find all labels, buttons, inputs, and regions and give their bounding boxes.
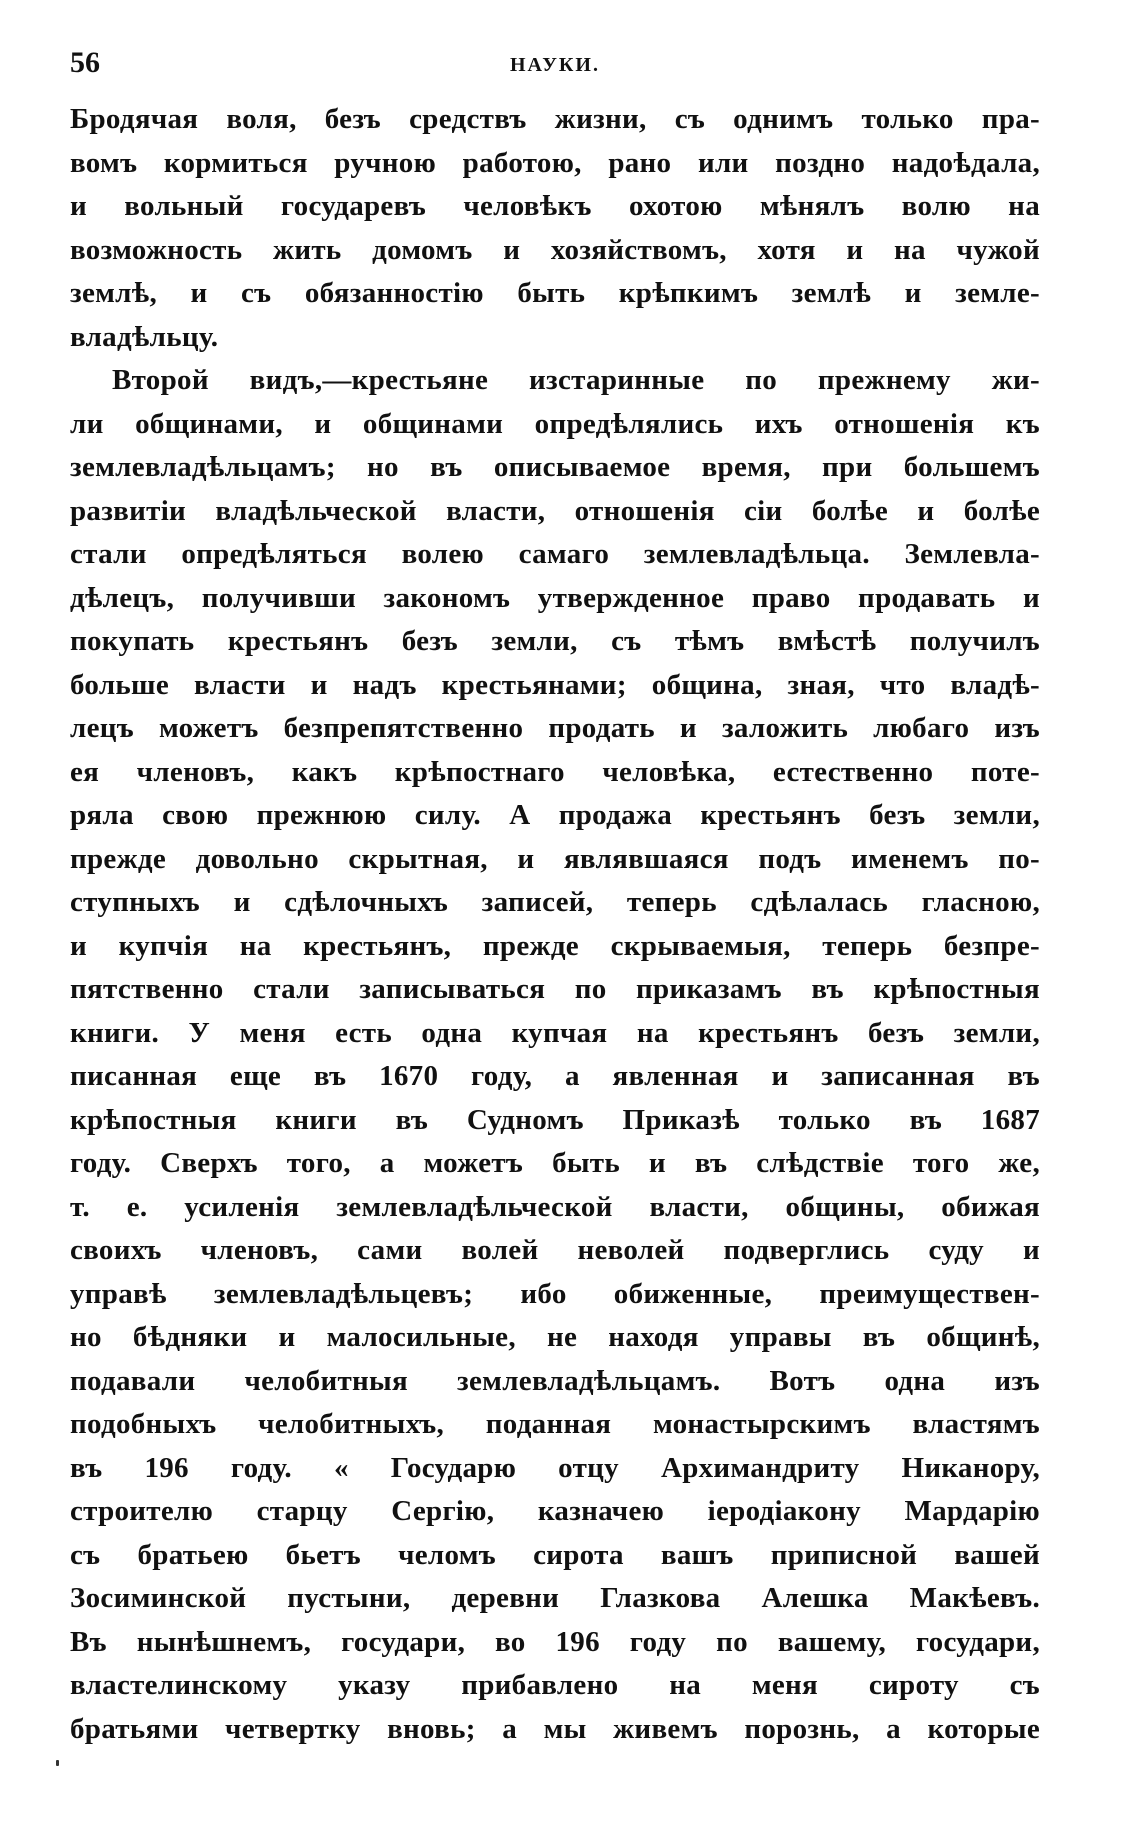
text-line: властелинскому указу прибавлено на меня сироту съ: [70, 1669, 1040, 1701]
text-line: Бродячая воля, безъ средствъ жизни, съ однимъ только пра-: [70, 103, 1040, 135]
text-line: подавали челобитныя землевладѣльцамъ. Вотъ одна изъ: [70, 1364, 1040, 1397]
text-line: стали опредѣляться волею самаго землевладѣльца. Землевла-: [70, 538, 1040, 570]
text-line: лецъ можетъ безпрепятственно продать и заложить любаго изъ: [70, 712, 1040, 744]
text-line: землевладѣльцамъ; но въ описываемое время, при большемъ: [70, 451, 1040, 483]
text-line: прежде довольно скрытная, и являвшаяся подъ именемъ по-: [70, 842, 1040, 875]
page-header: [70, 46, 1040, 92]
text-line: ли общинами, и общинами опредѣлялись ихъ отношенія къ: [70, 407, 1040, 440]
running-head: НАУКИ.: [510, 54, 600, 76]
page-number: 56: [70, 46, 100, 79]
text-line: дѣлецъ, получивши закономъ утвержденное право продавать и: [70, 581, 1040, 614]
text-line: подобныхъ челобитныхъ, поданная монастырскимъ властямъ: [70, 1408, 1040, 1440]
text-line: но бѣдняки и малосильные, не находя управы въ общинѣ,: [70, 1321, 1040, 1353]
text-line: съ братьею бьетъ челомъ сирота вашъ приписной вашей: [70, 1538, 1040, 1571]
text-line: вомъ кормиться ручною работою, рано или поздно надоѣдала,: [70, 146, 1040, 179]
print-speck: [56, 1760, 59, 1766]
text-line: владѣльцу.: [70, 320, 219, 353]
text-line: покупать крестьянъ безъ земли, съ тѣмъ вмѣстѣ получилъ: [70, 625, 1040, 657]
text-line: братьями четвертку вновь; а мы живемъ порознь, а которые: [70, 1712, 1040, 1745]
text-line: ряла свою прежнюю силу. А продажа крестьянъ безъ земли,: [70, 799, 1040, 831]
text-line: пятственно стали записываться по приказамъ въ крѣпостныя: [70, 973, 1040, 1005]
text-line: т. е. усиленія землевладѣльческой власти, общины, обижая: [70, 1190, 1040, 1223]
text-line: землѣ, и съ обязанностію быть крѣпкимъ землѣ и земле-: [70, 277, 1040, 309]
text-line: больше власти и надъ крестьянами; община, зная, что владѣ-: [70, 668, 1040, 701]
text-line: писанная еще въ 1670 году, а явленная и записанная въ: [70, 1060, 1040, 1092]
text-line: своихъ членовъ, сами волей неволей подверглись суду и: [70, 1234, 1040, 1266]
text-line: строителю старцу Сергію, казначею іеродіакону Мардарію: [70, 1495, 1040, 1527]
text-line: управѣ землевладѣльцевъ; ибо обиженные, преимуществен-: [70, 1277, 1040, 1310]
text-line: ступныхъ и сдѣлочныхъ записей, теперь сдѣлалась гласною,: [70, 886, 1040, 918]
text-line: Въ нынѣшнемъ, государи, во 196 году по вашему, государи,: [70, 1625, 1040, 1658]
text-line: ея членовъ, какъ крѣпостнаго человѣка, естественно поте-: [70, 755, 1040, 788]
text-line: въ 196 году. « Государю отцу Архимандриту Никанору,: [70, 1451, 1040, 1484]
text-line: книги. У меня есть одна купчая на крестьянъ безъ земли,: [70, 1016, 1040, 1049]
text-line: и вольный государевъ человѣкъ охотою мѣнялъ волю на: [70, 190, 1040, 222]
text-line: году. Сверхъ того, а можетъ быть и въ слѣдствіе того же,: [70, 1147, 1040, 1179]
text-line: развитіи владѣльческой власти, отношенія сіи болѣе и болѣе: [70, 494, 1040, 527]
body-text: [70, 98, 1040, 1751]
text-line: крѣпостныя книги въ Судномъ Приказѣ только въ 1687: [70, 1103, 1040, 1136]
text-line: и купчія на крестьянъ, прежде скрываемыя, теперь безпре-: [70, 929, 1040, 962]
text-line: возможность жить домомъ и хозяйствомъ, хотя и на чужой: [70, 233, 1040, 266]
text-line: Зосиминской пустыни, деревни Глазкова Алешка Макѣевъ.: [70, 1582, 1040, 1614]
text-line: Второй видъ,—крестьяне изстаринные по прежнему жи-: [112, 364, 1040, 396]
